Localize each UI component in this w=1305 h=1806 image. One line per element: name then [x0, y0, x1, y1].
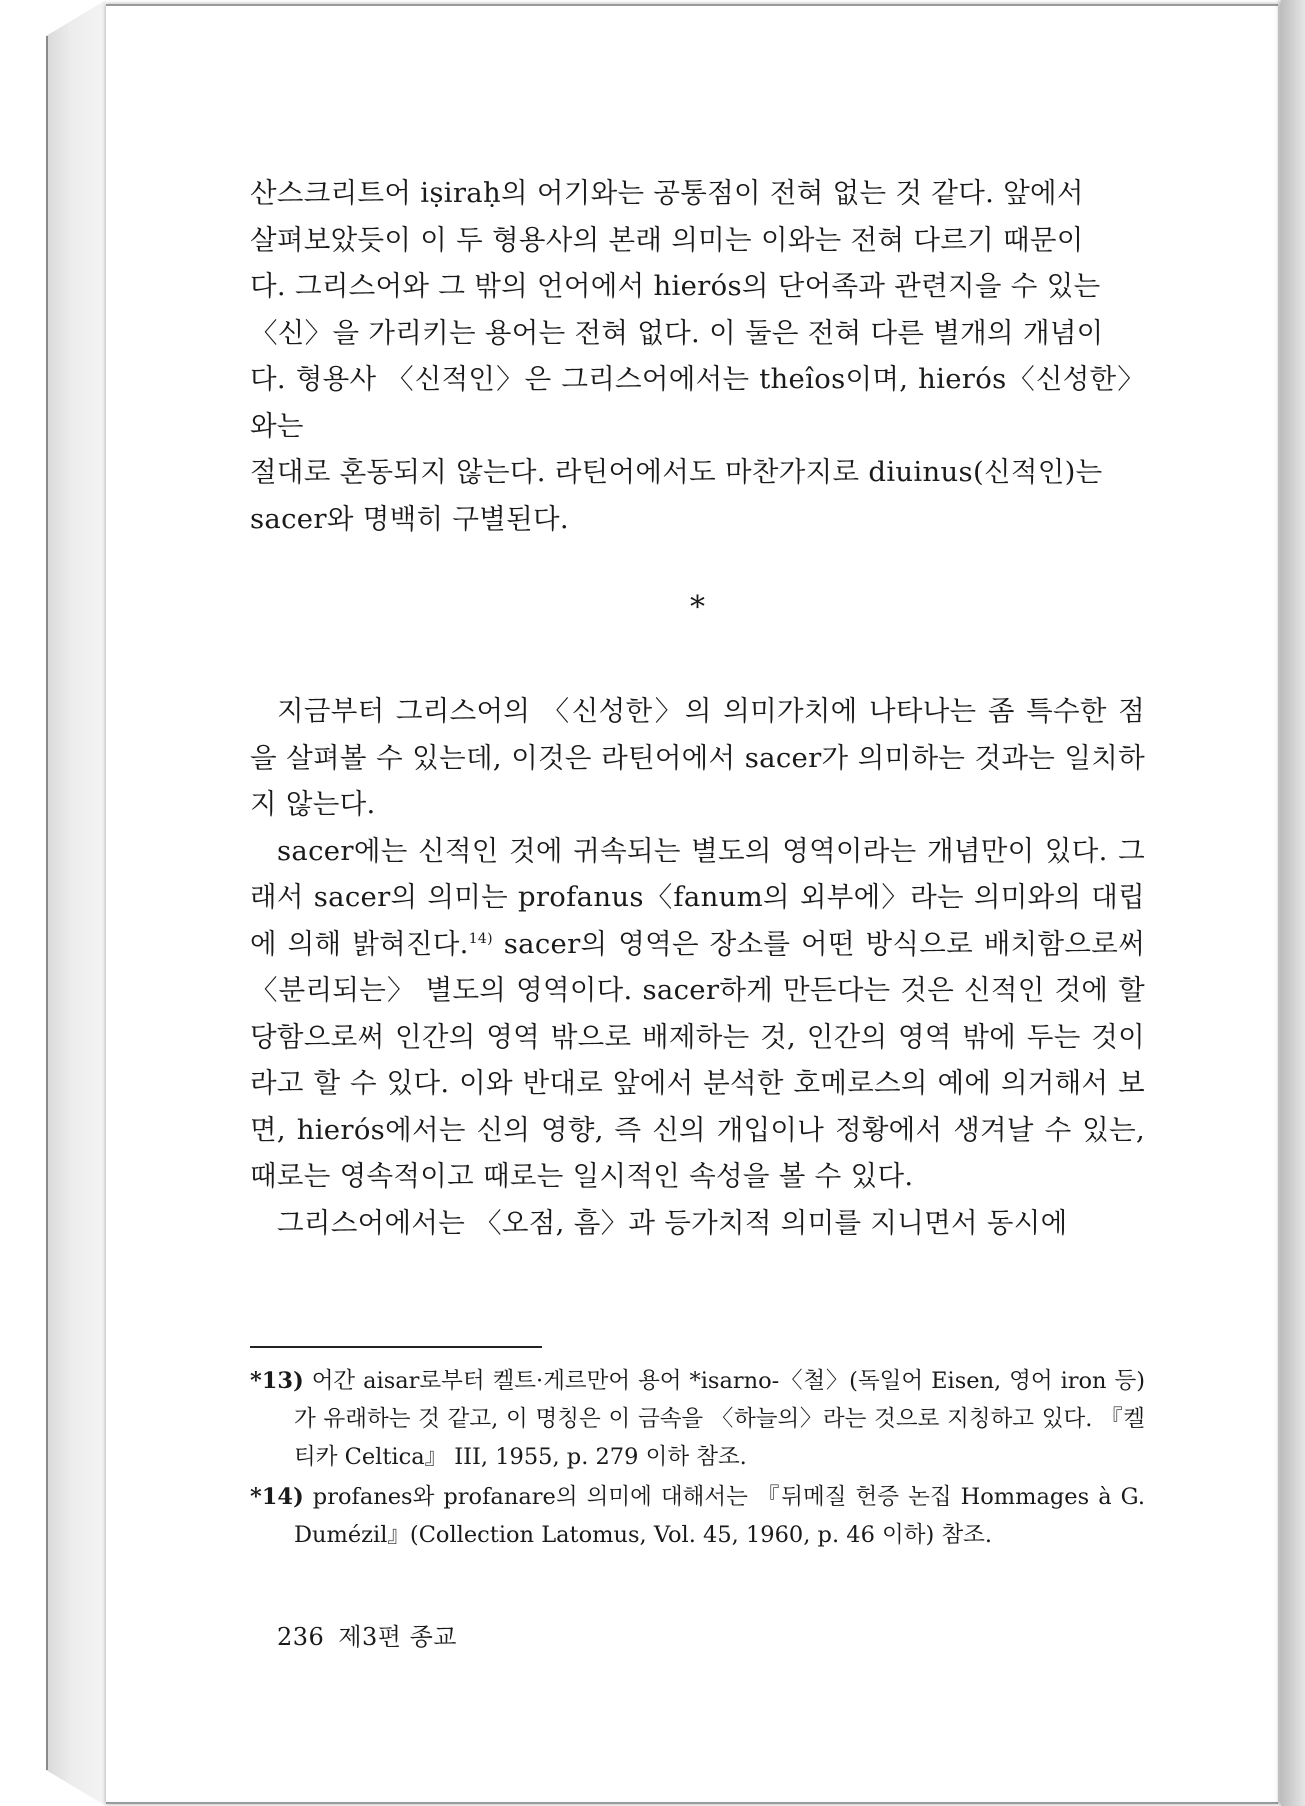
section-break-asterisk: *: [690, 590, 705, 625]
paragraph-1-line-3: 다. 그리스어와 그 밖의 언어에서 hierós의 단어족과 관련지을 수 있는: [250, 270, 1101, 302]
paragraph-1-line-4: 〈신〉을 가리키는 용어는 전혀 없다. 이 둘은 전혀 다른 별개의 개념이: [250, 316, 1104, 349]
footnote-14-text: profanes와 profanare의 의미에 대해서는 『뒤메질 헌증 논집 Hommages à G. Dumézil』(Collection Latomus, Vol. 45, 1960, p. 46 이하) 참조.: [294, 1484, 1145, 1548]
footnote-divider: [250, 1346, 542, 1348]
paragraph-3: [250, 828, 1145, 1200]
paragraph-1-line-7: sacer와 명백히 구별된다.: [250, 502, 569, 535]
footnotes: [250, 1362, 1145, 1556]
footnote-14-mark: *14): [250, 1484, 304, 1510]
footnote-14: [250, 1478, 1145, 1554]
paragraph-4: 그리스어에서는 〈오점, 흠〉과 등가치적 의미를 지니면서 동시에: [277, 1206, 1068, 1239]
footnote-13-text: 어간 aisar로부터 켈트·게르만어 용어 *isarno-〈철〉(독일어 Eisen, 영어 iron 등)가 유래하는 것 같고, 이 명칭은 이 금속을 〈하늘의〉라는 것으로 지칭하고 있다. 『켈티카 Celtica』 III, 1955, p. 279 이하 참조.: [294, 1368, 1146, 1470]
footnote-ref-14[interactable]: 14): [468, 930, 493, 947]
footnote-13-mark: *13): [250, 1368, 304, 1394]
paragraph-3-part-1: sacer에는 신적인 것에 귀속되는 별도의 영역이라는 개념만이 있다. 그래서 sacer의 의미는 profanus〈fanum의 외부에〉라는 의미와의 대립에 의해 밝혀진다.: [250, 834, 1145, 960]
paragraph-1: [250, 170, 1145, 542]
book-spine-edge: [46, 36, 48, 1770]
page-footer: [277, 1617, 457, 1652]
paragraph-1-line-2: 살펴보았듯이 이 두 형용사의 본래 의미는 이와는 전혀 다르기 때문이: [250, 223, 1084, 256]
paragraph-2: 지금부터 그리스어의 〈신성한〉의 의미가치에 나타나는 좀 특수한 점을 살펴볼 수 있는데, 이것은 라틴어에서 sacer가 의미하는 것과는 일치하지 않는다.: [250, 695, 1145, 820]
paragraph-1-line-5: 다. 형용사 〈신적인〉은 그리스어에서는 theîos이며, hierós〈신성한〉와는: [250, 363, 1145, 442]
page-right-edge: [1281, 0, 1305, 1806]
paragraph-3-part-2: sacer의 영역은 장소를 어떤 방식으로 배치함으로써 〈분리되는〉 별도의 영역이다. sacer하게 만든다는 것은 신적인 것에 할당함으로써 인간의 영역 밖으로 배제하는 것, 인간의 영역 밖에 두는 것이라고 할 수 있다. 이와 반대로 앞에서 분석한 호메로스의 예에 의거해서 보면, hierós에서는 신의 영향, 즉 신의 개입이나 정황에서 생겨날 수 있는, 때로는 영속적이고 때로는 일시적인 속성을 볼 수 있다.: [250, 927, 1145, 1192]
body-text: [250, 688, 1145, 1246]
paragraph-1-line-6: 절대로 혼동되지 않는다. 라틴어에서도 마찬가지로 diuinus(신적인)는: [250, 456, 1103, 488]
running-head: 제3편 종교: [338, 1623, 457, 1651]
book-spine: [46, 0, 106, 1806]
footnote-13: [250, 1362, 1145, 1476]
paragraph-1-line-1: 산스크리트어 iṣiraḥ의 어기와는 공통점이 전혀 없는 것 같다. 앞에서: [250, 177, 1084, 209]
page-number: 236: [277, 1623, 325, 1651]
